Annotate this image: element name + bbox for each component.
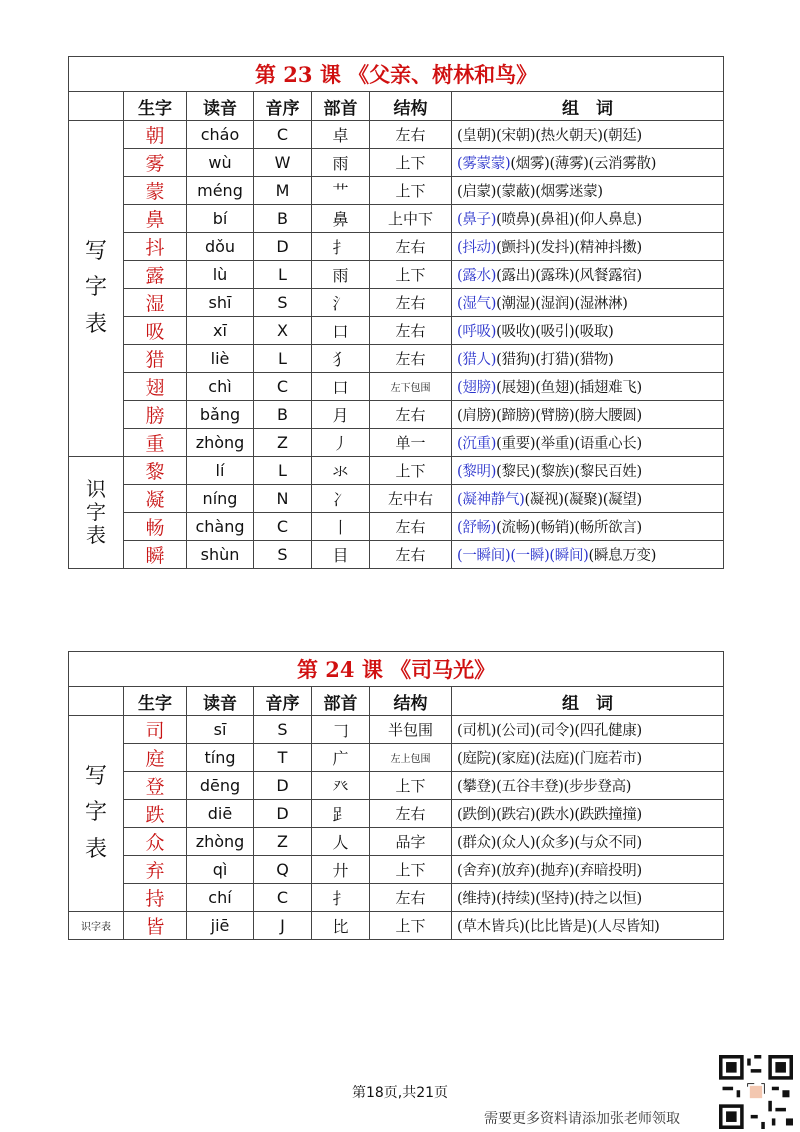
new-character: 抖 — [124, 233, 187, 261]
radical: 冫 — [312, 485, 370, 513]
radical: 廾 — [312, 856, 370, 884]
character-structure: 上下 — [370, 912, 452, 940]
new-character: 重 — [124, 429, 187, 457]
new-character: 瞬 — [124, 541, 187, 569]
character-structure: 上下 — [370, 856, 452, 884]
highlighted-word: (黎明) — [457, 464, 497, 480]
table-row — [69, 884, 724, 912]
word-groups — [452, 233, 724, 261]
pinyin-reading: sī — [187, 716, 254, 744]
recognize-label-char: 识 — [86, 477, 106, 501]
radical: 卓 — [312, 121, 370, 149]
new-character: 凝 — [124, 485, 187, 513]
write-label-char: 字 — [84, 275, 107, 301]
word-list: (喷鼻)(鼻祖)(仰人鼻息) — [496, 212, 642, 228]
highlighted-word: (露水) — [457, 268, 497, 284]
recognize-group-label — [69, 457, 124, 569]
phonetic-order: D — [254, 800, 312, 828]
radical: 氺 — [312, 457, 370, 485]
table-row — [69, 828, 724, 856]
radical: 𧾷 — [312, 800, 370, 828]
highlighted-word: (沉重) — [457, 436, 497, 452]
pinyin-reading: xī — [187, 317, 254, 345]
word-groups — [452, 261, 724, 289]
phonetic-order: Q — [254, 856, 312, 884]
header-words: 组 词 — [452, 687, 724, 716]
word-groups — [452, 513, 724, 541]
header-blank — [69, 687, 124, 716]
pinyin-reading: lù — [187, 261, 254, 289]
character-structure: 左右 — [370, 541, 452, 569]
table-row — [69, 233, 724, 261]
word-groups — [452, 912, 724, 940]
word-list: (烟雾)(薄雾)(云消雾散) — [510, 156, 657, 172]
new-character: 吸 — [124, 317, 187, 345]
radical: 氵 — [312, 289, 370, 317]
word-list: (吸收)(吸引)(吸取) — [496, 324, 614, 340]
highlighted-word: (雾蒙蒙) — [457, 156, 511, 172]
pinyin-reading: qì — [187, 856, 254, 884]
character-structure: 上下 — [370, 457, 452, 485]
header-order: 音序 — [254, 92, 312, 121]
header-structure: 结构 — [370, 92, 452, 121]
write-label-char: 表 — [84, 836, 107, 862]
pinyin-reading: chì — [187, 373, 254, 401]
word-groups — [452, 772, 724, 800]
write-label-char: 表 — [84, 311, 107, 337]
write-label-char: 字 — [84, 800, 107, 826]
radical: 扌 — [312, 884, 370, 912]
highlighted-word: (一瞬间)(一瞬)(瞬间) — [457, 548, 589, 564]
new-character: 朝 — [124, 121, 187, 149]
table-row — [69, 177, 724, 205]
pinyin-reading: shùn — [187, 541, 254, 569]
pinyin-reading: diē — [187, 800, 254, 828]
new-character: 众 — [124, 828, 187, 856]
phonetic-order: B — [254, 401, 312, 429]
word-list: (舍弃)(放弃)(抛弃)(弃暗投明) — [457, 863, 642, 879]
word-list: (肩膀)(蹄膀)(臂膀)(膀大腰圆) — [457, 408, 642, 424]
new-character: 弃 — [124, 856, 187, 884]
character-structure: 左右 — [370, 233, 452, 261]
pinyin-reading: bí — [187, 205, 254, 233]
character-structure: 左右 — [370, 513, 452, 541]
word-groups — [452, 828, 724, 856]
table-row — [69, 912, 724, 940]
table-row — [69, 856, 724, 884]
contact-note: 需要更多资料请添加张老师领取 — [484, 1111, 680, 1127]
character-structure: 左右 — [370, 317, 452, 345]
radical: 丨 — [312, 513, 370, 541]
radical: 目 — [312, 541, 370, 569]
table-row — [69, 513, 724, 541]
radical: 雨 — [312, 261, 370, 289]
highlighted-word: (鼻子) — [457, 212, 497, 228]
table-row — [69, 149, 724, 177]
word-groups — [452, 121, 724, 149]
highlighted-word: (呼吸) — [457, 324, 497, 340]
phonetic-order: Z — [254, 828, 312, 856]
pinyin-reading: liè — [187, 345, 254, 373]
table-row — [69, 317, 724, 345]
word-list: (黎民)(黎族)(黎民百姓) — [496, 464, 642, 480]
character-structure: 上下 — [370, 149, 452, 177]
pinyin-reading: níng — [187, 485, 254, 513]
word-groups — [452, 177, 724, 205]
table-row — [69, 772, 724, 800]
new-character: 黎 — [124, 457, 187, 485]
pinyin-reading: méng — [187, 177, 254, 205]
table-row — [69, 457, 724, 485]
phonetic-order: D — [254, 772, 312, 800]
word-groups — [452, 401, 724, 429]
lesson-24-table — [68, 651, 724, 940]
recognize-label-char: 字 — [86, 500, 106, 524]
pinyin-reading: wù — [187, 149, 254, 177]
character-structure: 上中下 — [370, 205, 452, 233]
radical: 艹 — [312, 177, 370, 205]
radical: 人 — [312, 828, 370, 856]
character-structure: 品字 — [370, 828, 452, 856]
radical: 癶 — [312, 772, 370, 800]
word-groups — [452, 429, 724, 457]
word-list: (凝视)(凝聚)(凝望) — [524, 492, 642, 508]
word-list: (潮湿)(湿润)(湿淋淋) — [496, 296, 628, 312]
table-row — [69, 373, 724, 401]
pinyin-reading: dǒu — [187, 233, 254, 261]
header-pinyin: 读音 — [187, 92, 254, 121]
phonetic-order: D — [254, 233, 312, 261]
word-groups — [452, 373, 724, 401]
radical: 口 — [312, 373, 370, 401]
table-row — [69, 800, 724, 828]
table-row — [69, 289, 724, 317]
table-row — [69, 401, 724, 429]
radical: 比 — [312, 912, 370, 940]
phonetic-order: S — [254, 541, 312, 569]
new-character: 雾 — [124, 149, 187, 177]
character-structure: 左右 — [370, 121, 452, 149]
table-row — [69, 429, 724, 457]
write-label-char: 写 — [84, 239, 107, 265]
new-character: 露 — [124, 261, 187, 289]
header-radical: 部首 — [312, 92, 370, 121]
word-list: (群众)(众人)(众多)(与众不同) — [457, 835, 642, 851]
word-groups — [452, 856, 724, 884]
new-character: 跌 — [124, 800, 187, 828]
word-list: (重要)(举重)(语重心长) — [496, 436, 642, 452]
word-groups — [452, 345, 724, 373]
table-row — [69, 121, 724, 149]
write-label-char: 写 — [84, 764, 107, 790]
word-list: (启蒙)(蒙蔽)(烟雾迷蒙) — [457, 184, 603, 200]
phonetic-order: C — [254, 121, 312, 149]
word-groups — [452, 884, 724, 912]
header-order: 音序 — [254, 687, 312, 716]
word-groups — [452, 289, 724, 317]
radical: 雨 — [312, 149, 370, 177]
character-structure: 左下包围 — [370, 373, 452, 401]
new-character: 鼻 — [124, 205, 187, 233]
header-structure: 结构 — [370, 687, 452, 716]
header-char: 生字 — [124, 687, 187, 716]
new-character: 猎 — [124, 345, 187, 373]
word-list: (维持)(持续)(坚持)(持之以恒) — [457, 891, 642, 907]
word-list: (庭院)(家庭)(法庭)(门庭若市) — [457, 751, 642, 767]
new-character: 湿 — [124, 289, 187, 317]
radical: 鼻 — [312, 205, 370, 233]
word-groups — [452, 205, 724, 233]
character-structure: 单一 — [370, 429, 452, 457]
highlighted-word: (凝神静气) — [457, 492, 525, 508]
pinyin-reading: jiē — [187, 912, 254, 940]
header-words: 组 词 — [452, 92, 724, 121]
word-list: (猎狗)(打猎)(猎物) — [496, 352, 614, 368]
phonetic-order: W — [254, 149, 312, 177]
new-character: 持 — [124, 884, 187, 912]
word-groups — [452, 149, 724, 177]
radical: 口 — [312, 317, 370, 345]
table-row — [69, 744, 724, 772]
phonetic-order: S — [254, 716, 312, 744]
word-groups — [452, 744, 724, 772]
pinyin-reading: dēng — [187, 772, 254, 800]
pinyin-reading: chàng — [187, 513, 254, 541]
phonetic-order: T — [254, 744, 312, 772]
character-structure: 左右 — [370, 401, 452, 429]
table-row — [69, 345, 724, 373]
highlighted-word: (湿气) — [457, 296, 497, 312]
phonetic-order: X — [254, 317, 312, 345]
word-list: (瞬息万变) — [588, 548, 657, 564]
pinyin-reading: cháo — [187, 121, 254, 149]
recognize-group-label — [69, 912, 124, 940]
table-row — [69, 261, 724, 289]
table-row — [69, 716, 724, 744]
character-structure: 上下 — [370, 261, 452, 289]
lesson-23-table — [68, 56, 724, 569]
phonetic-order: L — [254, 261, 312, 289]
character-structure: 左中右 — [370, 485, 452, 513]
header-char: 生字 — [124, 92, 187, 121]
character-structure: 左右 — [370, 289, 452, 317]
radical: 𠃌 — [312, 716, 370, 744]
phonetic-order: S — [254, 289, 312, 317]
recognize-label-char: 表 — [86, 523, 106, 547]
write-group-label — [69, 121, 124, 457]
new-character: 蒙 — [124, 177, 187, 205]
pinyin-reading: bǎng — [187, 401, 254, 429]
phonetic-order: N — [254, 485, 312, 513]
character-structure: 左上包围 — [370, 744, 452, 772]
lesson-24-title: 第 24 课 《司马光》 — [69, 652, 724, 687]
word-groups — [452, 716, 724, 744]
new-character: 司 — [124, 716, 187, 744]
word-groups — [452, 457, 724, 485]
new-character: 庭 — [124, 744, 187, 772]
header-blank — [69, 92, 124, 121]
radical: 扌 — [312, 233, 370, 261]
character-structure: 左右 — [370, 345, 452, 373]
pinyin-reading: chí — [187, 884, 254, 912]
highlighted-word: (舒畅) — [457, 520, 497, 536]
pinyin-reading: lí — [187, 457, 254, 485]
word-groups — [452, 485, 724, 513]
character-structure: 左右 — [370, 884, 452, 912]
table-row — [69, 541, 724, 569]
phonetic-order: C — [254, 884, 312, 912]
highlighted-word: (翅膀) — [457, 380, 497, 396]
phonetic-order: M — [254, 177, 312, 205]
highlighted-word: (猎人) — [457, 352, 497, 368]
word-list: (展翅)(鱼翅)(插翅难飞) — [496, 380, 642, 396]
phonetic-order: J — [254, 912, 312, 940]
qr-code-icon — [719, 1055, 793, 1129]
new-character: 皆 — [124, 912, 187, 940]
character-structure: 上下 — [370, 177, 452, 205]
phonetic-order: C — [254, 373, 312, 401]
word-list: (草木皆兵)(比比皆是)(人尽皆知) — [457, 919, 660, 935]
word-list: (司机)(公司)(司令)(四孔健康) — [457, 723, 642, 739]
pinyin-reading: shī — [187, 289, 254, 317]
character-structure: 半包围 — [370, 716, 452, 744]
pinyin-reading: zhòng — [187, 828, 254, 856]
table-row — [69, 205, 724, 233]
highlighted-word: (抖动) — [457, 240, 497, 256]
page-number: 第18页,共21页 — [351, 1085, 449, 1101]
new-character: 登 — [124, 772, 187, 800]
word-list: (攀登)(五谷丰登)(步步登高) — [457, 779, 632, 795]
phonetic-order: Z — [254, 429, 312, 457]
pinyin-reading: zhòng — [187, 429, 254, 457]
header-radical: 部首 — [312, 687, 370, 716]
character-structure: 左右 — [370, 800, 452, 828]
header-row — [69, 687, 724, 716]
word-list: (颤抖)(发抖)(精神抖擞) — [496, 240, 642, 256]
phonetic-order: B — [254, 205, 312, 233]
header-pinyin: 读音 — [187, 687, 254, 716]
word-groups — [452, 800, 724, 828]
pinyin-reading: tíng — [187, 744, 254, 772]
phonetic-order: L — [254, 345, 312, 373]
word-list: (皇朝)(宋朝)(热火朝天)(朝廷) — [457, 128, 642, 144]
write-group-label — [69, 716, 124, 912]
radical: 丿 — [312, 429, 370, 457]
lesson-23-title: 第 23 课 《父亲、树林和鸟》 — [69, 57, 724, 92]
new-character: 畅 — [124, 513, 187, 541]
radical: 犭 — [312, 345, 370, 373]
phonetic-order: C — [254, 513, 312, 541]
word-list: (跌倒)(跌宕)(跌水)(跌跌撞撞) — [457, 807, 642, 823]
word-list: (露出)(露珠)(风餐露宿) — [496, 268, 642, 284]
radical: 广 — [312, 744, 370, 772]
phonetic-order: L — [254, 457, 312, 485]
new-character: 膀 — [124, 401, 187, 429]
word-groups — [452, 541, 724, 569]
word-groups — [452, 317, 724, 345]
new-character: 翅 — [124, 373, 187, 401]
recognize-label-text: 识字表 — [81, 922, 111, 933]
word-list: (流畅)(畅销)(畅所欲言) — [496, 520, 642, 536]
header-row — [69, 92, 724, 121]
character-structure: 上下 — [370, 772, 452, 800]
radical: 月 — [312, 401, 370, 429]
table-row — [69, 485, 724, 513]
